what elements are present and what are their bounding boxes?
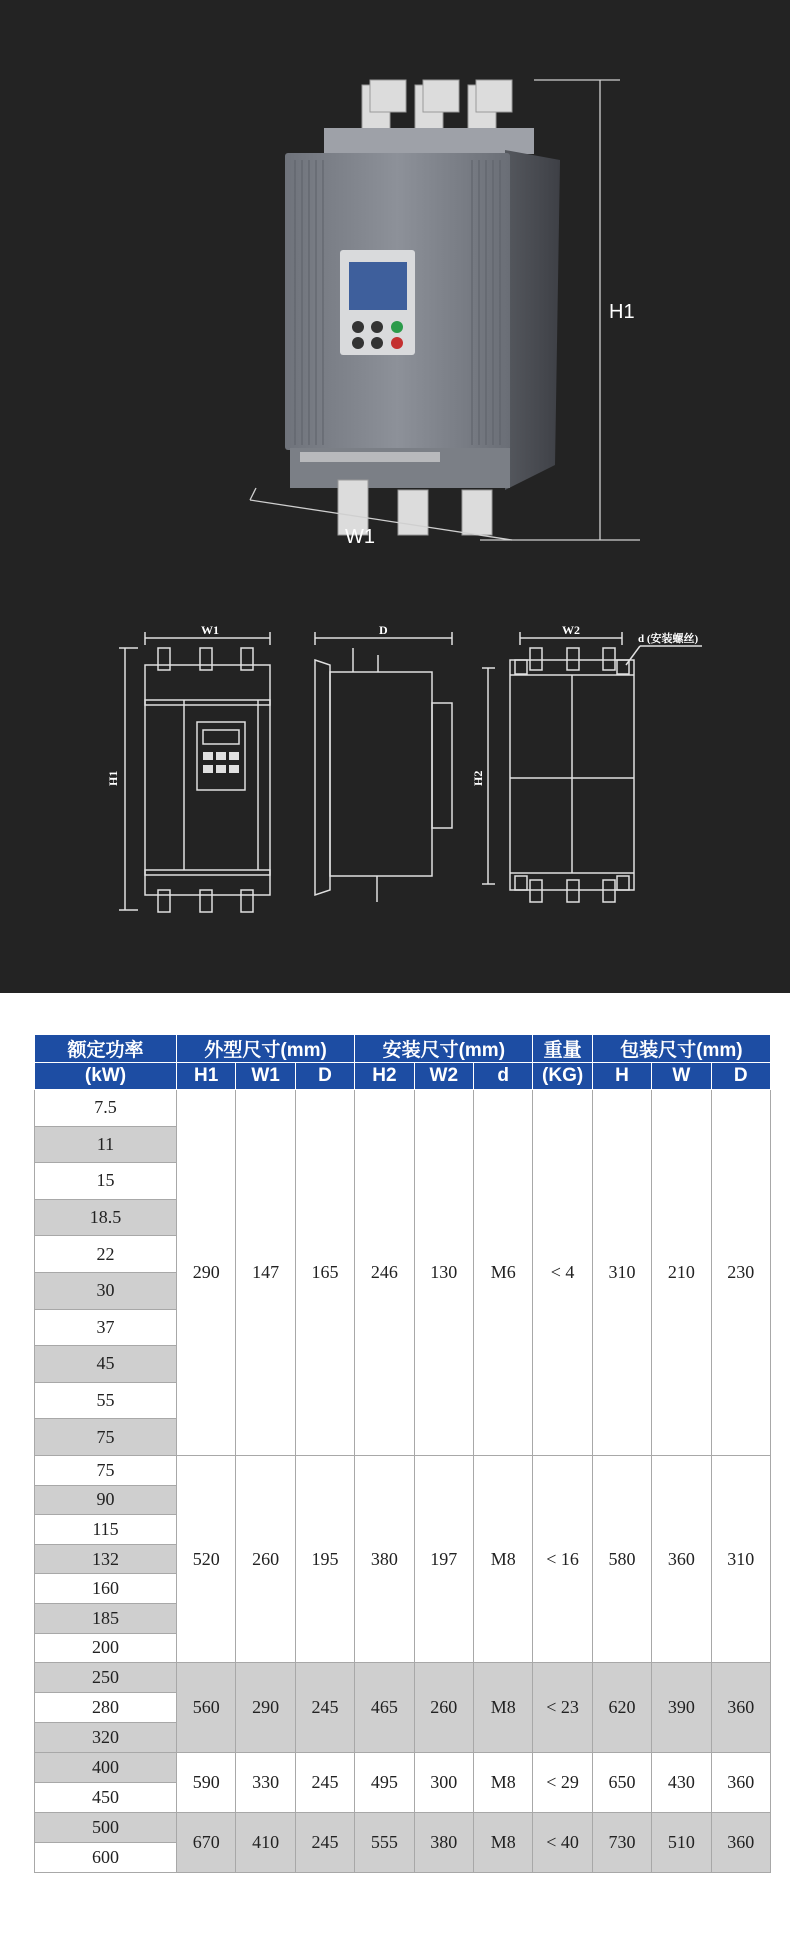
power-cell: 200 [35,1633,177,1663]
col-w2: W2 [414,1063,473,1090]
header-weight-unit: (KG) [533,1063,592,1090]
spec-value-cell: 510 [652,1813,711,1873]
spec-value-cell: 590 [177,1753,236,1813]
spec-value-cell: M8 [473,1753,532,1813]
spec-value-cell: 245 [295,1663,354,1753]
spec-value-cell: 300 [414,1753,473,1813]
power-cell: 37 [35,1309,177,1346]
spec-value-cell: 430 [652,1753,711,1813]
spec-value-cell: 360 [711,1663,770,1753]
spec-value-cell: 380 [414,1813,473,1873]
header-outer-dim: 外型尺寸(mm) [177,1035,355,1063]
spec-value-cell: 246 [355,1090,414,1456]
spec-value-cell: 230 [711,1090,770,1456]
col-h1: H1 [177,1063,236,1090]
spec-value-cell: 560 [177,1663,236,1753]
power-cell: 160 [35,1574,177,1604]
power-cell: 75 [35,1455,177,1485]
power-cell: 185 [35,1603,177,1633]
drawing-d-screw-label: d (安装螺丝) [638,633,699,645]
power-cell: 600 [35,1843,177,1873]
power-cell: 115 [35,1515,177,1545]
spec-table [34,1034,771,1873]
spec-value-cell: 495 [355,1753,414,1813]
table-row [35,1663,771,1693]
drawing-d-label: D [379,623,388,637]
spec-value-cell: 410 [236,1813,295,1873]
spec-value-cell: 260 [414,1663,473,1753]
spec-value-cell: 465 [355,1663,414,1753]
spec-value-cell: 670 [177,1813,236,1873]
spec-value-cell: 245 [295,1813,354,1873]
photo-h1-label: H1 [609,301,635,323]
power-cell: 22 [35,1236,177,1273]
spec-value-cell: 390 [652,1663,711,1753]
drawing-h1-label: H1 [106,770,120,786]
col-w1: W1 [236,1063,295,1090]
spec-value-cell: 197 [414,1455,473,1662]
power-cell: 18.5 [35,1199,177,1236]
spec-value-cell: 620 [592,1663,651,1753]
spec-value-cell: 360 [711,1813,770,1873]
power-cell: 30 [35,1272,177,1309]
spec-value-cell: M6 [473,1090,532,1456]
spec-value-cell: < 40 [533,1813,592,1873]
header-power-unit: (kW) [35,1063,177,1090]
power-cell: 45 [35,1346,177,1383]
spec-value-cell: 210 [652,1090,711,1456]
spec-value-cell: M8 [473,1813,532,1873]
table-row [35,1455,771,1485]
power-cell: 75 [35,1419,177,1456]
table-row [35,1813,771,1843]
spec-value-cell: < 4 [533,1090,592,1456]
col-pack-d: D [711,1063,770,1090]
power-cell: 55 [35,1382,177,1419]
header-power: 额定功率 [35,1035,177,1063]
spec-value-cell: < 16 [533,1455,592,1662]
col-screw-d: d [473,1063,532,1090]
power-cell: 280 [35,1693,177,1723]
header-install-dim: 安装尺寸(mm) [355,1035,533,1063]
spec-value-cell: M8 [473,1455,532,1662]
spec-value-cell: 580 [592,1455,651,1662]
drawing-h2-label: H2 [471,770,485,786]
spec-value-cell: 310 [711,1455,770,1662]
spec-value-cell: < 23 [533,1663,592,1753]
spec-value-cell: 130 [414,1090,473,1456]
power-cell: 320 [35,1723,177,1753]
power-cell: 15 [35,1163,177,1200]
table-row [35,1753,771,1783]
spec-value-cell: 330 [236,1753,295,1813]
spec-value-cell: 290 [177,1090,236,1456]
header-pack-dim: 包装尺寸(mm) [592,1035,770,1063]
col-pack-w: W [652,1063,711,1090]
spec-value-cell: 165 [295,1090,354,1456]
power-cell: 500 [35,1813,177,1843]
col-h2: H2 [355,1063,414,1090]
spec-value-cell: 290 [236,1663,295,1753]
col-d: D [295,1063,354,1090]
spec-value-cell: 260 [236,1455,295,1662]
spec-value-cell: 650 [592,1753,651,1813]
power-cell: 132 [35,1544,177,1574]
spec-value-cell: 520 [177,1455,236,1662]
power-cell: 90 [35,1485,177,1515]
spec-value-cell: 147 [236,1090,295,1456]
power-cell: 400 [35,1753,177,1783]
spec-value-cell: 730 [592,1813,651,1873]
power-cell: 250 [35,1663,177,1693]
header-weight: 重量 [533,1035,592,1063]
drawing-w2-label: W2 [562,623,580,637]
spec-value-cell: < 29 [533,1753,592,1813]
spec-value-cell: 360 [652,1455,711,1662]
power-cell: 450 [35,1783,177,1813]
power-cell: 7.5 [35,1090,177,1127]
spec-table-body [35,1090,771,1873]
spec-value-cell: 310 [592,1090,651,1456]
power-cell: 11 [35,1126,177,1163]
spec-value-cell: 245 [295,1753,354,1813]
spec-value-cell: 555 [355,1813,414,1873]
photo-w1-label: W1 [345,526,375,548]
spec-value-cell: 195 [295,1455,354,1662]
table-row [35,1090,771,1127]
spec-value-cell: 380 [355,1455,414,1662]
drawing-w1-label: W1 [201,623,219,637]
spec-value-cell: 360 [711,1753,770,1813]
spec-value-cell: M8 [473,1663,532,1753]
col-pack-h: H [592,1063,651,1090]
